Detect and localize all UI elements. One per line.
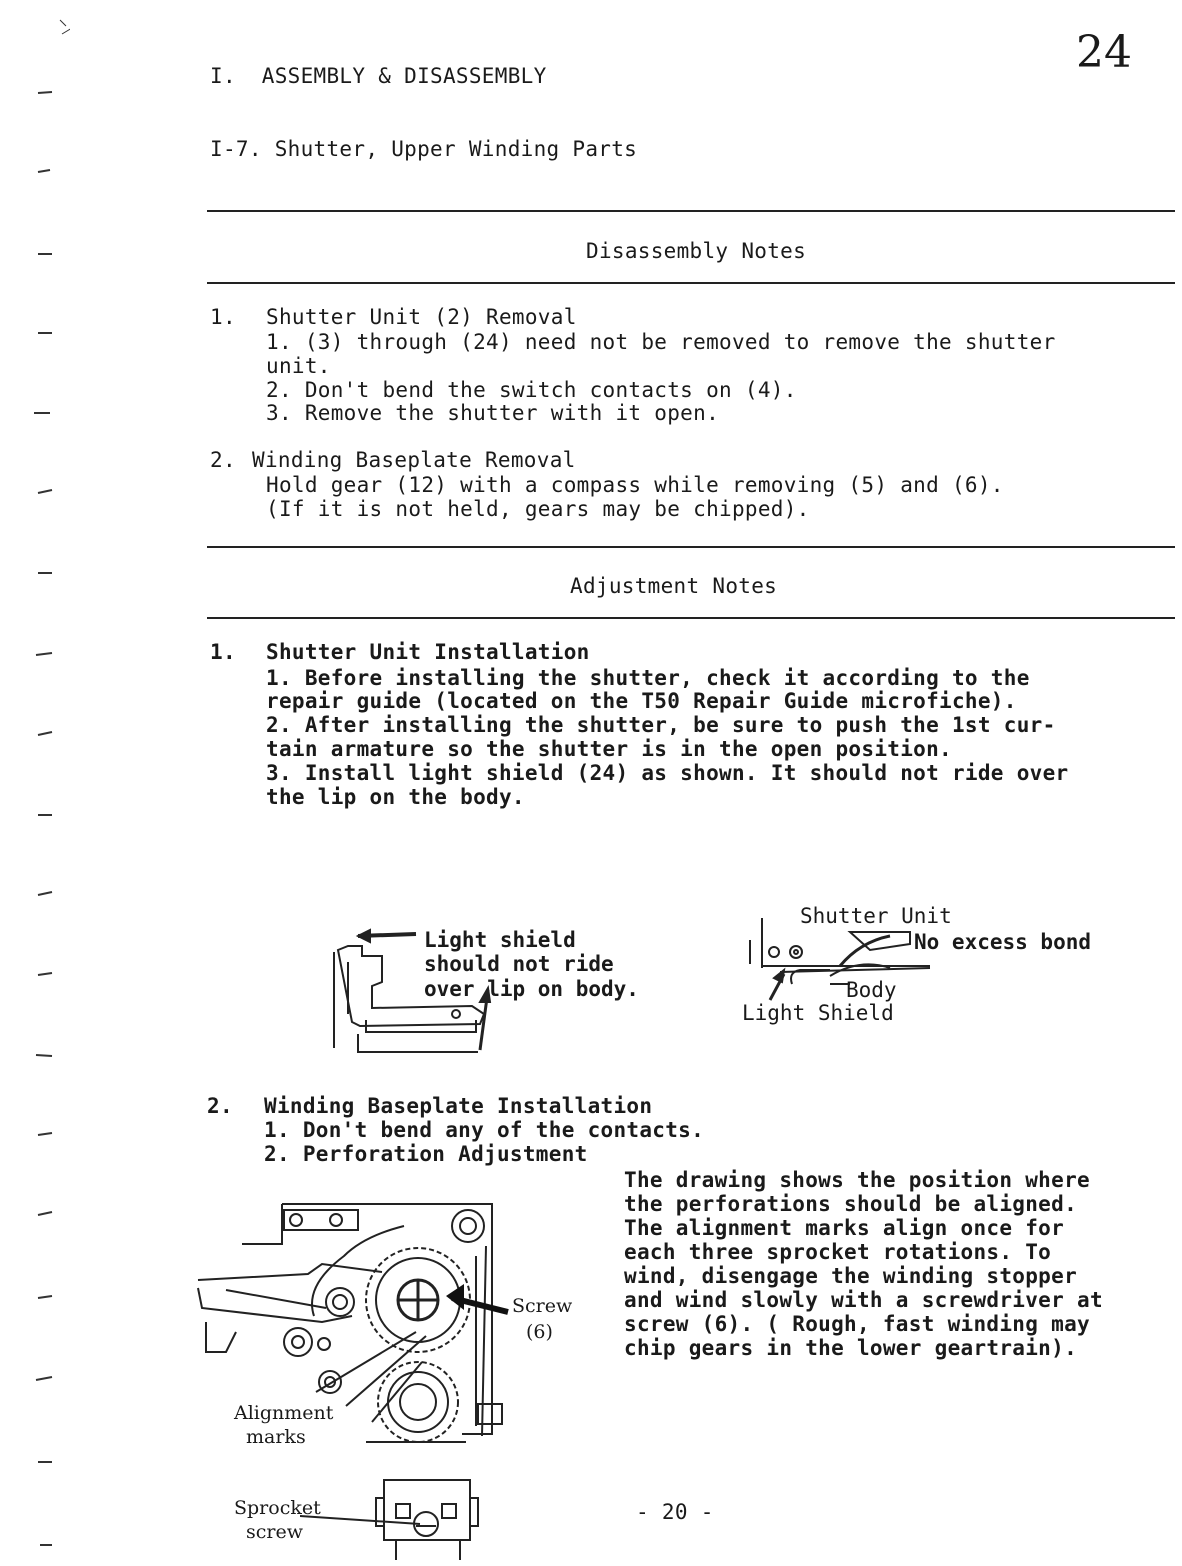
divider: [207, 617, 1175, 619]
fig3-screw-label: Screw: [512, 1295, 573, 1317]
item-title: Winding Baseplate Installation: [264, 1094, 653, 1118]
fig4-screw-label: screw: [246, 1521, 303, 1543]
fig3-alignment-label: Alignment: [234, 1402, 334, 1424]
item-number: 1.: [210, 640, 236, 664]
margin-marks: [0, 0, 70, 1566]
paragraph-line: screw (6). ( Rough, fast winding may: [624, 1312, 1090, 1336]
divider: [207, 210, 1175, 212]
item-line: tain armature so the shutter is in the open position.: [266, 737, 952, 761]
item-line: the lip on the body.: [266, 785, 525, 809]
fig3-marks-label: marks: [246, 1426, 306, 1448]
section-title: I. ASSEMBLY & DISASSEMBLY: [210, 64, 547, 88]
divider: [207, 282, 1175, 284]
fig2-body-label: Body: [846, 978, 897, 1002]
subsection-title: I-7. Shutter, Upper Winding Parts: [210, 137, 638, 161]
paragraph-line: the perforations should be aligned.: [624, 1192, 1078, 1216]
fig2-shutter-unit-label: Shutter Unit: [800, 904, 952, 928]
item-line: 2. Don't bend the switch contacts on (4).: [266, 378, 797, 402]
paragraph-line: The drawing shows the position where: [624, 1168, 1090, 1192]
page-number: - 20 -: [636, 1500, 714, 1524]
item-number: 2.: [207, 1094, 233, 1118]
handwritten-page-mark: 24: [1076, 27, 1132, 78]
item-line: 1. Don't bend any of the contacts.: [264, 1118, 705, 1142]
item-line: 1. (3) through (24) need not be removed to remove the shutter: [266, 330, 1056, 354]
item-title: Shutter Unit (2) Removal: [266, 305, 577, 329]
fig2-light-shield-label: Light Shield: [742, 1001, 894, 1025]
disassembly-heading: Disassembly Notes: [586, 239, 807, 263]
paragraph-line: chip gears in the lower geartrain).: [624, 1336, 1078, 1360]
adjustment-heading: Adjustment Notes: [570, 574, 778, 598]
sprocket-screw-drawing: [300, 1474, 500, 1566]
fig4-sprocket-label: Sprocket: [234, 1497, 321, 1519]
fig1-label-line: should not ride: [424, 952, 614, 976]
fig2-no-excess-bond-label: No excess bond: [914, 930, 1092, 954]
divider: [207, 546, 1175, 548]
paragraph-line: each three sprocket rotations. To: [624, 1240, 1052, 1264]
item-line: 3. Install light shield (24) as shown. It should not ride over: [266, 761, 1069, 785]
item-number: 1.: [210, 305, 236, 329]
item-title: Shutter Unit Installation: [266, 640, 590, 664]
fig1-label-line: Light shield: [424, 928, 576, 952]
fig3-screw-number: (6): [526, 1321, 553, 1343]
item-line: repair guide (located on the T50 Repair Guide microfiche).: [266, 689, 1017, 713]
item-line: unit.: [266, 354, 331, 378]
item-line: 2. After installing the shutter, be sure to push the 1st cur-: [266, 713, 1056, 737]
fig1-label-line: over lip on body.: [424, 977, 639, 1001]
item-title: Winding Baseplate Removal: [252, 448, 576, 472]
paragraph-line: The alignment marks align once for: [624, 1216, 1065, 1240]
item-line: 2. Perforation Adjustment: [264, 1142, 588, 1166]
paragraph-line: wind, disengage the winding stopper: [624, 1264, 1078, 1288]
item-line: 3. Remove the shutter with it open.: [266, 401, 720, 425]
item-line: Hold gear (12) with a compass while removing (5) and (6).: [266, 473, 1004, 497]
paragraph-line: and wind slowly with a screwdriver at: [624, 1288, 1103, 1312]
item-line: 1. Before installing the shutter, check it according to the: [266, 666, 1030, 690]
item-number: 2.: [210, 448, 236, 472]
item-line: (If it is not held, gears may be chipped).: [266, 497, 810, 521]
